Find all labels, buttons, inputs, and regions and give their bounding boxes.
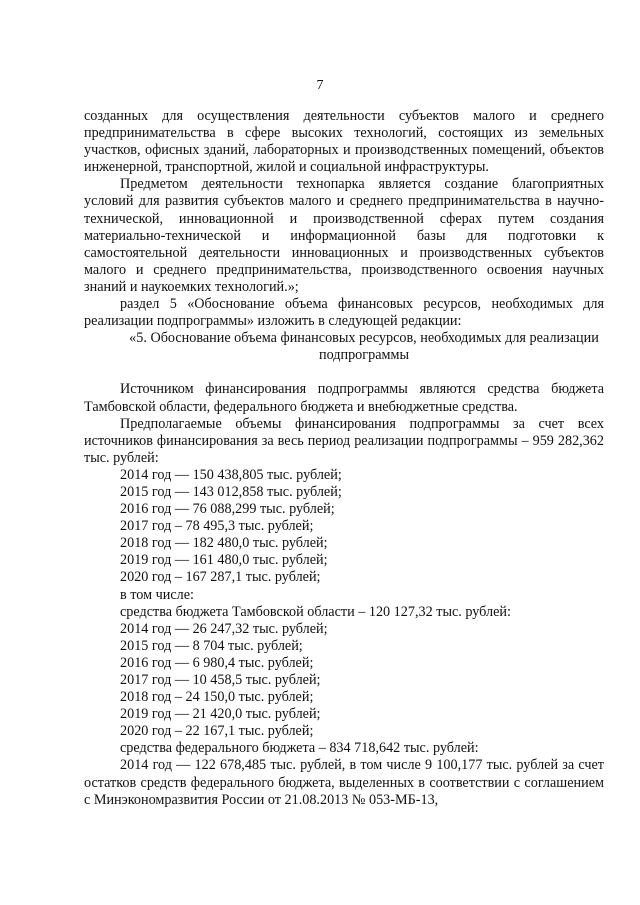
list-item: 2017 год – 78 495,3 тыс. рублей; bbox=[120, 518, 314, 535]
section-heading: «5. Обоснование объема финансовых ресурсов, необходимых для реализации подпрограммы bbox=[129, 330, 599, 364]
list-item: 2019 год — 21 420,0 тыс. рублей; bbox=[120, 706, 321, 723]
list-item: 2017 год — 10 458,5 тыс. рублей; bbox=[120, 672, 321, 688]
list-item: 2014 год — 150 438,805 тыс. рублей; bbox=[120, 466, 342, 483]
paragraph-funding-sources: Источником финансирования подпрограммы являются средства бюджета Тамбовской области, федерального бюджета и внебюджетные средства. bbox=[84, 381, 604, 415]
list-item: 2015 год — 8 704 тыс. рублей; bbox=[120, 637, 303, 654]
list-item: 2014 год — 26 247,32 тыс. рублей; bbox=[120, 620, 328, 637]
regional-by-year-list bbox=[84, 621, 604, 741]
total-by-year-list bbox=[84, 467, 604, 587]
paragraph-technopark-subject: Предметом деятельности технопарка является создание благоприятных условий для развития субъектов малого и среднего предпринимательства в научно-технической, инновационной и производственной сферах путем создания материально-технической и информационной базы для подготовки к самостоятельной деятельности инновационных и производственных субъектов малого и среднего предпринимательства, производственного освоения научных знаний и наукоемких технологий.»; bbox=[84, 176, 604, 295]
document-body bbox=[84, 108, 604, 809]
list-item: 2020 год – 167 287,1 тыс. рублей; bbox=[120, 569, 321, 586]
spacer bbox=[84, 364, 604, 381]
regional-budget-title: средства бюджета Тамбовской области – 120 127,32 тыс. рублей: bbox=[120, 603, 511, 620]
list-item: 2018 год — 182 480,0 тыс. рублей; bbox=[120, 535, 328, 552]
paragraph-funding-total: Предполагаемые объемы финансирования подпрограммы за счет всех источников финансирования за весь период реализации подпрограммы – 959 282,362 тыс. рублей: bbox=[84, 415, 604, 466]
federal-budget-title: средства федерального бюджета – 834 718,642 тыс. рублей: bbox=[120, 740, 479, 757]
list-item: 2016 год — 6 980,4 тыс. рублей; bbox=[120, 654, 314, 671]
federal-2014-paragraph: 2014 год — 122 678,485 тыс. рублей, в том числе 9 100,177 тыс. рублей за счет остатков средств федерального бюджета, выделенных в соответствии с соглашением с Минэкономразвития России от 21.08.2013 № 053-МБ-13, bbox=[84, 757, 604, 808]
list-item: 2018 год – 24 150,0 тыс. рублей; bbox=[120, 689, 314, 706]
page-number: 7 bbox=[316, 78, 324, 93]
paragraph-section-5-amendment: раздел 5 «Обоснование объема финансовых ресурсов, необходимых для реализации подпрограммы» изложить в следующей редакции: bbox=[84, 296, 604, 330]
list-item: 2016 год — 76 088,299 тыс. рублей; bbox=[120, 501, 335, 518]
list-item: 2015 год — 143 012,858 тыс. рублей; bbox=[120, 483, 342, 500]
list-item: 2019 год — 161 480,0 тыс. рублей; bbox=[120, 552, 328, 569]
list-item: 2020 год – 22 167,1 тыс. рублей; bbox=[120, 723, 314, 740]
paragraph-infrastructure: созданных для осуществления деятельности субъектов малого и среднего предпринимательства в сфере высоких технологий, состоящих из земельных участков, офисных зданий, лабораторных и производственных помещений, объектов инженерной, транспортной, жилой и социальной инфраструктуры. bbox=[84, 108, 604, 176]
including-label: в том числе: bbox=[120, 586, 194, 603]
